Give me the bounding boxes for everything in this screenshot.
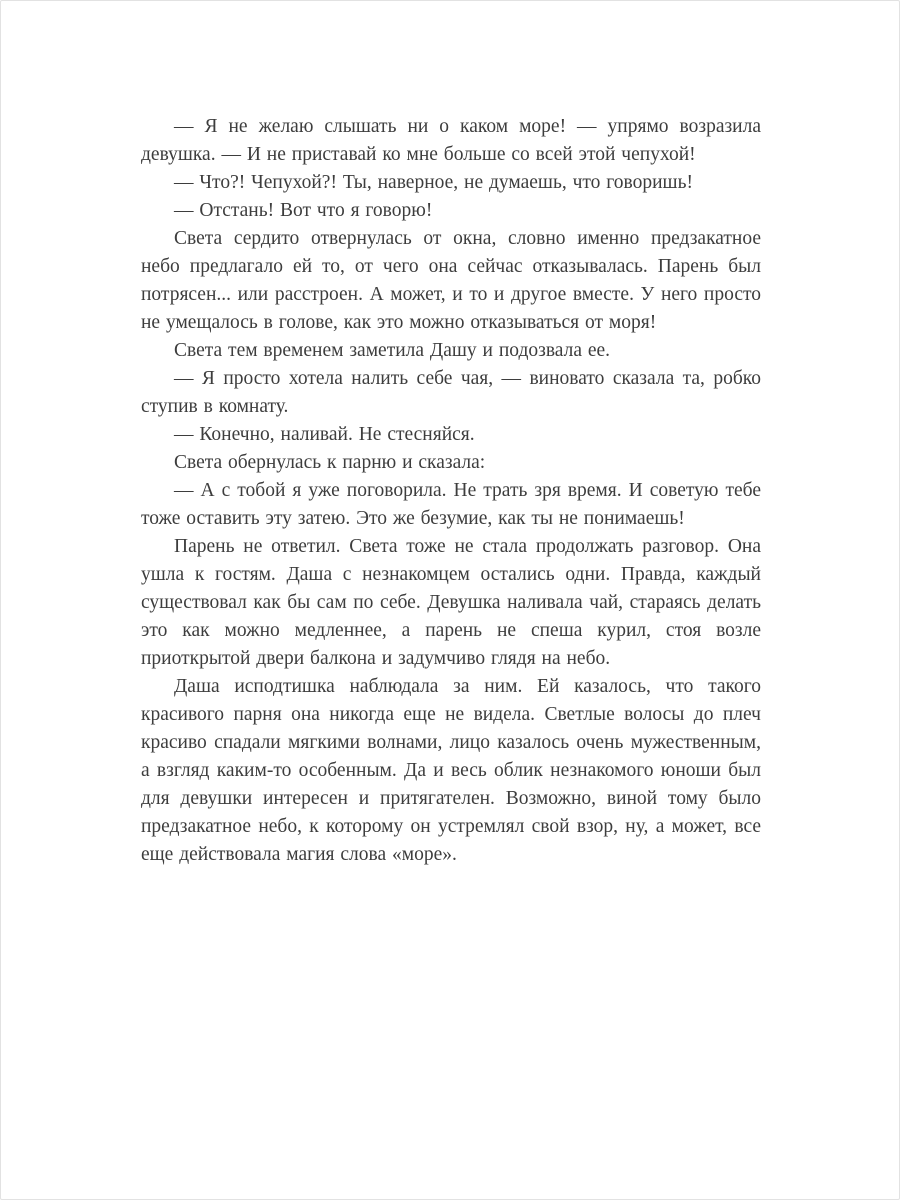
paragraph: — Что?! Чепухой?! Ты, наверное, не думаешь, что говоришь!: [174, 172, 693, 193]
paragraph: Даша исподтишка наблюдала за ним. Ей казалось, что такого красивого парня она никогда еще не видела. Светлые волосы до плеч красиво спадали мягкими волнами, лицо казалось очень мужественным, а взгляд каким-то особенным. Да и весь облик незнакомого юноши был для девушки интересен и притягателен. Возможно, виной тому было предзакатное небо, к которому он устремлял свой взор, ну, а может, все еще действовала магия слова «море».: [141, 676, 761, 865]
page-text-block: [141, 113, 761, 869]
paragraph: Парень не ответил. Света тоже не стала продолжать разговор. Она ушла к гостям. Даша с незнакомцем остались одни. Правда, каждый существовал как бы сам по себе. Девушка наливала чай, стараясь делать это как можно медленнее, а парень не спеша курил, стоя возле приоткрытой двери балкона и задумчиво глядя на небо.: [141, 536, 761, 669]
paragraph: — Я не желаю слышать ни о каком море! — упрямо возразила девушка. — И не приставай ко мне больше со всей этой чепухой!: [141, 116, 761, 165]
paragraph: — А с тобой я уже поговорила. Не трать зря время. И советую тебе тоже оставить эту затею. Это же безумие, как ты не понимаешь!: [141, 480, 761, 529]
paragraph: — Я просто хотела налить себе чая, — виновато сказала та, робко ступив в комнату.: [141, 368, 761, 417]
paragraph: Света тем временем заметила Дашу и подозвала ее.: [174, 340, 611, 361]
paragraph: Света сердито отвернулась от окна, словно именно предзакатное небо предлагало ей то, от чего она сейчас отказывалась. Парень был потрясен... или расстроен. А может, и то и другое вместе. У него просто не умещалось в голове, как это можно отказываться от моря!: [141, 228, 761, 333]
paragraph: Света обернулась к парню и сказала:: [174, 452, 486, 473]
paragraph: — Отстань! Вот что я говорю!: [174, 200, 433, 221]
paragraph: — Конечно, наливай. Не стесняйся.: [174, 424, 475, 445]
